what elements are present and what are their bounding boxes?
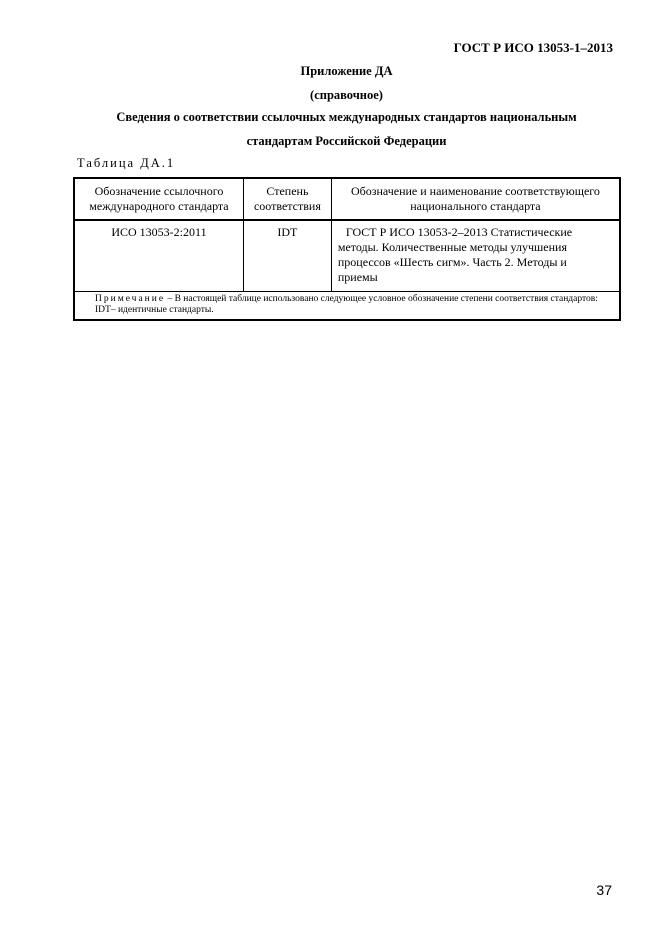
appendix-heading-line-2: стандартам Российской Федерации [246, 134, 447, 148]
header-degree-of-correspondence: Степень соответствия [243, 178, 331, 220]
cell-degree: IDT [243, 220, 331, 292]
appendix-title: Приложение ДА [300, 64, 393, 78]
table-note [74, 292, 620, 321]
note-text: – В настоящей таблице использовано следующее условное обозначение степени соответствия стандартов: [165, 294, 598, 304]
appendix-type: (справочное) [310, 88, 383, 102]
table-header-row [74, 178, 620, 220]
reference-standards-table [73, 177, 621, 321]
header-national-standard: Обозначение и наименование соответствующего национального стандарта [331, 178, 620, 220]
cell-national-standard: ГОСТ Р ИСО 13053-2–2013 Статистические методы. Количественные методы улучшения процессов «Шесть сигм». Часть 2. Методы и приемы [331, 220, 620, 292]
note-line-2: IDT– идентичные стандарты. [95, 305, 214, 315]
appendix-heading-line-1: Сведения о соответствии ссылочных международных стандартов национальным [116, 110, 577, 124]
page-number: 37 [596, 882, 612, 898]
note-label: Примечание [95, 294, 166, 304]
document-code: ГОСТ Р ИСО 13053-1–2013 [453, 40, 613, 55]
header-international-standard: Обозначение ссылочного международного стандарта [74, 178, 243, 220]
table-row [74, 220, 620, 292]
cell-international-standard: ИСО 13053-2:2011 [74, 220, 243, 292]
table-note-row [74, 292, 620, 321]
table-caption: Таблица ДА.1 [77, 156, 176, 170]
